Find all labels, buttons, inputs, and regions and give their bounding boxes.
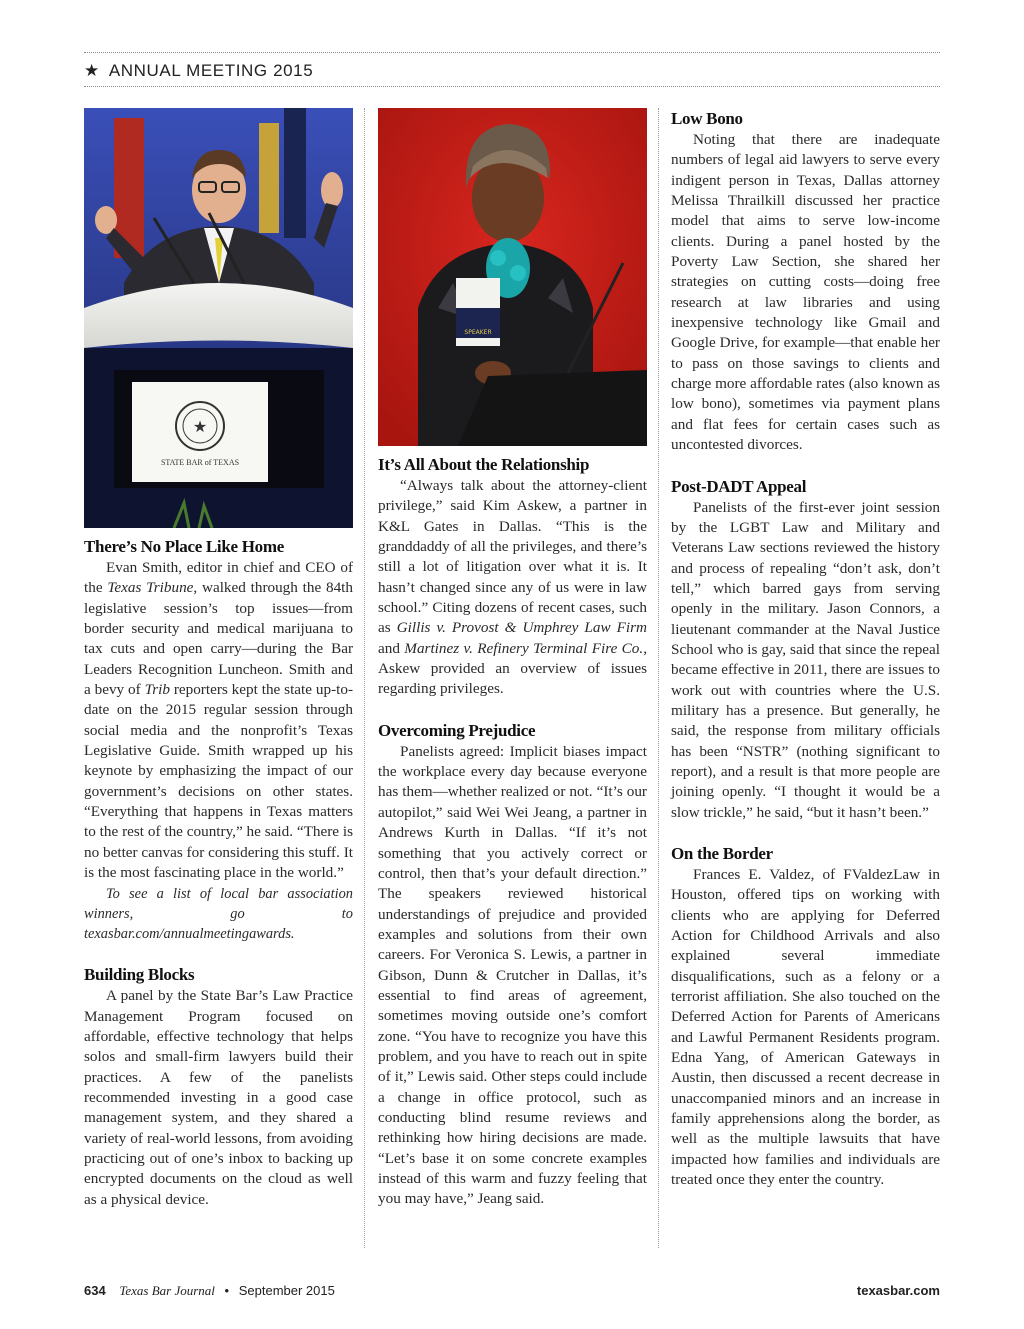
case-name: Martinez v. Refinery Terminal Fire Co. (404, 639, 644, 657)
photo-evan-smith-keynote (84, 108, 353, 528)
article-body-low-bono: Noting that there are inadequate numbers of legal aid lawyers to serve every indigent person in Texas, Dallas attorney Melissa Thrailkill discussed her practice model that aims to serve low-income clients. During a panel hosted by the Poverty Law Section, she shared her strategies on cutting costs—doing free research at law libraries and using inexpensive technology like Gmail and Google Drive, for example—that enable her to pass on those savings to clients and charge more affordable rates (also known as low bono), sometimes via payment plans and flat fees for certain cases such as uncontested divorces. (671, 131, 940, 454)
article-heading-overcoming-prejudice: Overcoming Prejudice (378, 720, 536, 740)
article-body-post-dadt: Panelists of the first-ever joint session by the LGBT Law and Military and Veterans Law sections reviewed the history and process of repealing “don’t ask, don’t tell,” which barred gays from serving openly in the military. Jason Connors, a lieutenant commander at the Naval Justice School who is gay, said that since the repeal became effective in 2011, there are issues to work out with countries where the U.S. military has a presence. But generally, he said, the response from military officials has been “NSTR” (nothing significant to report), and a result is that more people are joining openly. “I thought it would be a slow trickle,” he said, “but it hasn’t been.” (671, 498, 940, 821)
article-heading-post-dadt: Post-DADT Appeal (671, 476, 807, 496)
website-link[interactable]: texasbar.com (856, 1283, 940, 1298)
column-divider (658, 108, 659, 1248)
text-run: reporters kept the state up-to-date on the 2015 regular session through social media and the nonprofit’s Texas Legislative Guide. Smith wrapped up his keynote by emphasizing the impact of our government’s decisions on other states. “Everything that happens in Texas matters to the rest of the country,” he said. “There is no better canvas for considering this stuff. It is the most fascinating place in the world.” (84, 681, 354, 882)
spacer (378, 700, 647, 720)
spacer (671, 456, 940, 476)
text-run: Evan Smith, editor in chief and CEO of the (84, 559, 353, 597)
article-body-no-place-like-home (84, 558, 353, 884)
column-2 (378, 108, 647, 1210)
section-header (84, 58, 313, 84)
text-run: and (378, 639, 405, 657)
case-name: Gillis v. Provost & Umphrey Law Firm (396, 619, 647, 637)
column-divider (364, 108, 365, 1248)
header-rule (84, 52, 940, 53)
speaker-photo (378, 108, 647, 446)
publication-name: Texas Tribune (107, 579, 194, 597)
text-run: , Askew provided an overview of issues regarding privileges. (378, 639, 647, 698)
bullet-separator: • (224, 1283, 230, 1298)
column-3 (671, 108, 940, 1191)
article-body-on-the-border: Frances E. Valdez, of FValdezLaw in Houston, offered tips on working with clients who are applying for Deferred Action for Childhood Arrivals and also explained several immediate disqualifications, such as a felony or a terrorist affiliation. She also touched on the Deferred Action for Parents of Americans and Lawful Permanent Residents program. Edna Yang, of American Gateways in Austin, then discussed a recent decrease in unaccompanied minors and an increase in family apprehensions along the border, as well as the multiple lawsuits that have impacted how families and individuals are treated once they enter the country. (671, 866, 940, 1189)
journal-name: Texas Bar Journal (119, 1283, 215, 1298)
section-title: ANNUAL MEETING 2015 (108, 61, 314, 80)
text-run: , walked through the 84th legislative session’s top issues—from border security and medical marijuana to tax cuts and open carry—during the Bar Leaders Recognition Luncheon. Smith and a bevy of (84, 579, 353, 699)
awards-link-note: To see a list of local bar association winners, go to texasbar.com/annualmeetingawards. (84, 885, 353, 943)
article-body-overcoming-prejudice: Panelists agreed: Implicit biases impact the workplace every day because everyone has them—whether realized or not. “It’s our autopilot,” said Wei Wei Jeang, a partner in Andrews Kurth in Dallas. “If it’s not something that you actively correct or control, then that’s your default direction.” The speakers reviewed historical understandings of prejudice and provided examples and solutions from their own careers. For Veronica S. Lewis, a partner in Gibson, Dunn & Crutcher in Dallas, it’s essential to find areas of agreement, sometimes moving outside one’s comfort zone. “You have to recognize you have this problem, and you have to reach out in spite of it,” Lewis said. Other steps could include a change in office protocol, such as conducting blind resume reviews and rethinking how hiring decisions are made. “Let’s base it on some concrete examples instead of this warm and fuzzy feeling that you may have,” Jeang said. (378, 742, 647, 1208)
photo-kim-askew-speaking (378, 108, 647, 446)
article-heading-relationship: It’s All About the Relationship (378, 455, 590, 474)
column-1 (84, 108, 353, 1210)
article-body-building-blocks: A panel by the State Bar’s Law Practice Management Program focused on affordable, effective technology that helps solos and small-firm lawyers build their practices. A few of the panelists recommended investing in a good case management system, and they shared a variety of real-world lessons, from avoiding practicing out of one’s inbox to backing up encrypted documents on the cloud as well as a physical device. (84, 987, 353, 1208)
article-heading-low-bono: Low Bono (671, 109, 743, 128)
article-heading-building-blocks: Building Blocks (84, 965, 195, 985)
svg-text:SPEAKER: SPEAKER (464, 329, 492, 336)
issue-date: September 2015 (238, 1283, 335, 1298)
svg-text:STATE BAR of TEXAS: STATE BAR of TEXAS (160, 458, 240, 467)
star-icon: ★ (84, 61, 100, 80)
text-run: “Always talk about the attorney-client privilege,” said Kim Askew, a partner in K&L Gates in Dallas. “This is the granddaddy of all the privileges, and there’s still a lot of litigation over what it is. It hasn’t changed since any of us were in law school.” Citing dozens of recent cases, such as (378, 477, 647, 637)
article-body-relationship (378, 476, 647, 700)
spacer (671, 823, 940, 843)
page-number: 634 (84, 1283, 106, 1298)
header-rule (84, 86, 940, 87)
article-heading-no-place-like-home: There’s No Place Like Home (84, 537, 284, 556)
page-footer (84, 1283, 940, 1301)
svg-text:★: ★ (192, 417, 208, 436)
publication-name: Trib (144, 681, 170, 699)
spacer (84, 944, 353, 964)
speaker-photo (84, 108, 353, 528)
article-heading-on-the-border: On the Border (671, 844, 773, 863)
